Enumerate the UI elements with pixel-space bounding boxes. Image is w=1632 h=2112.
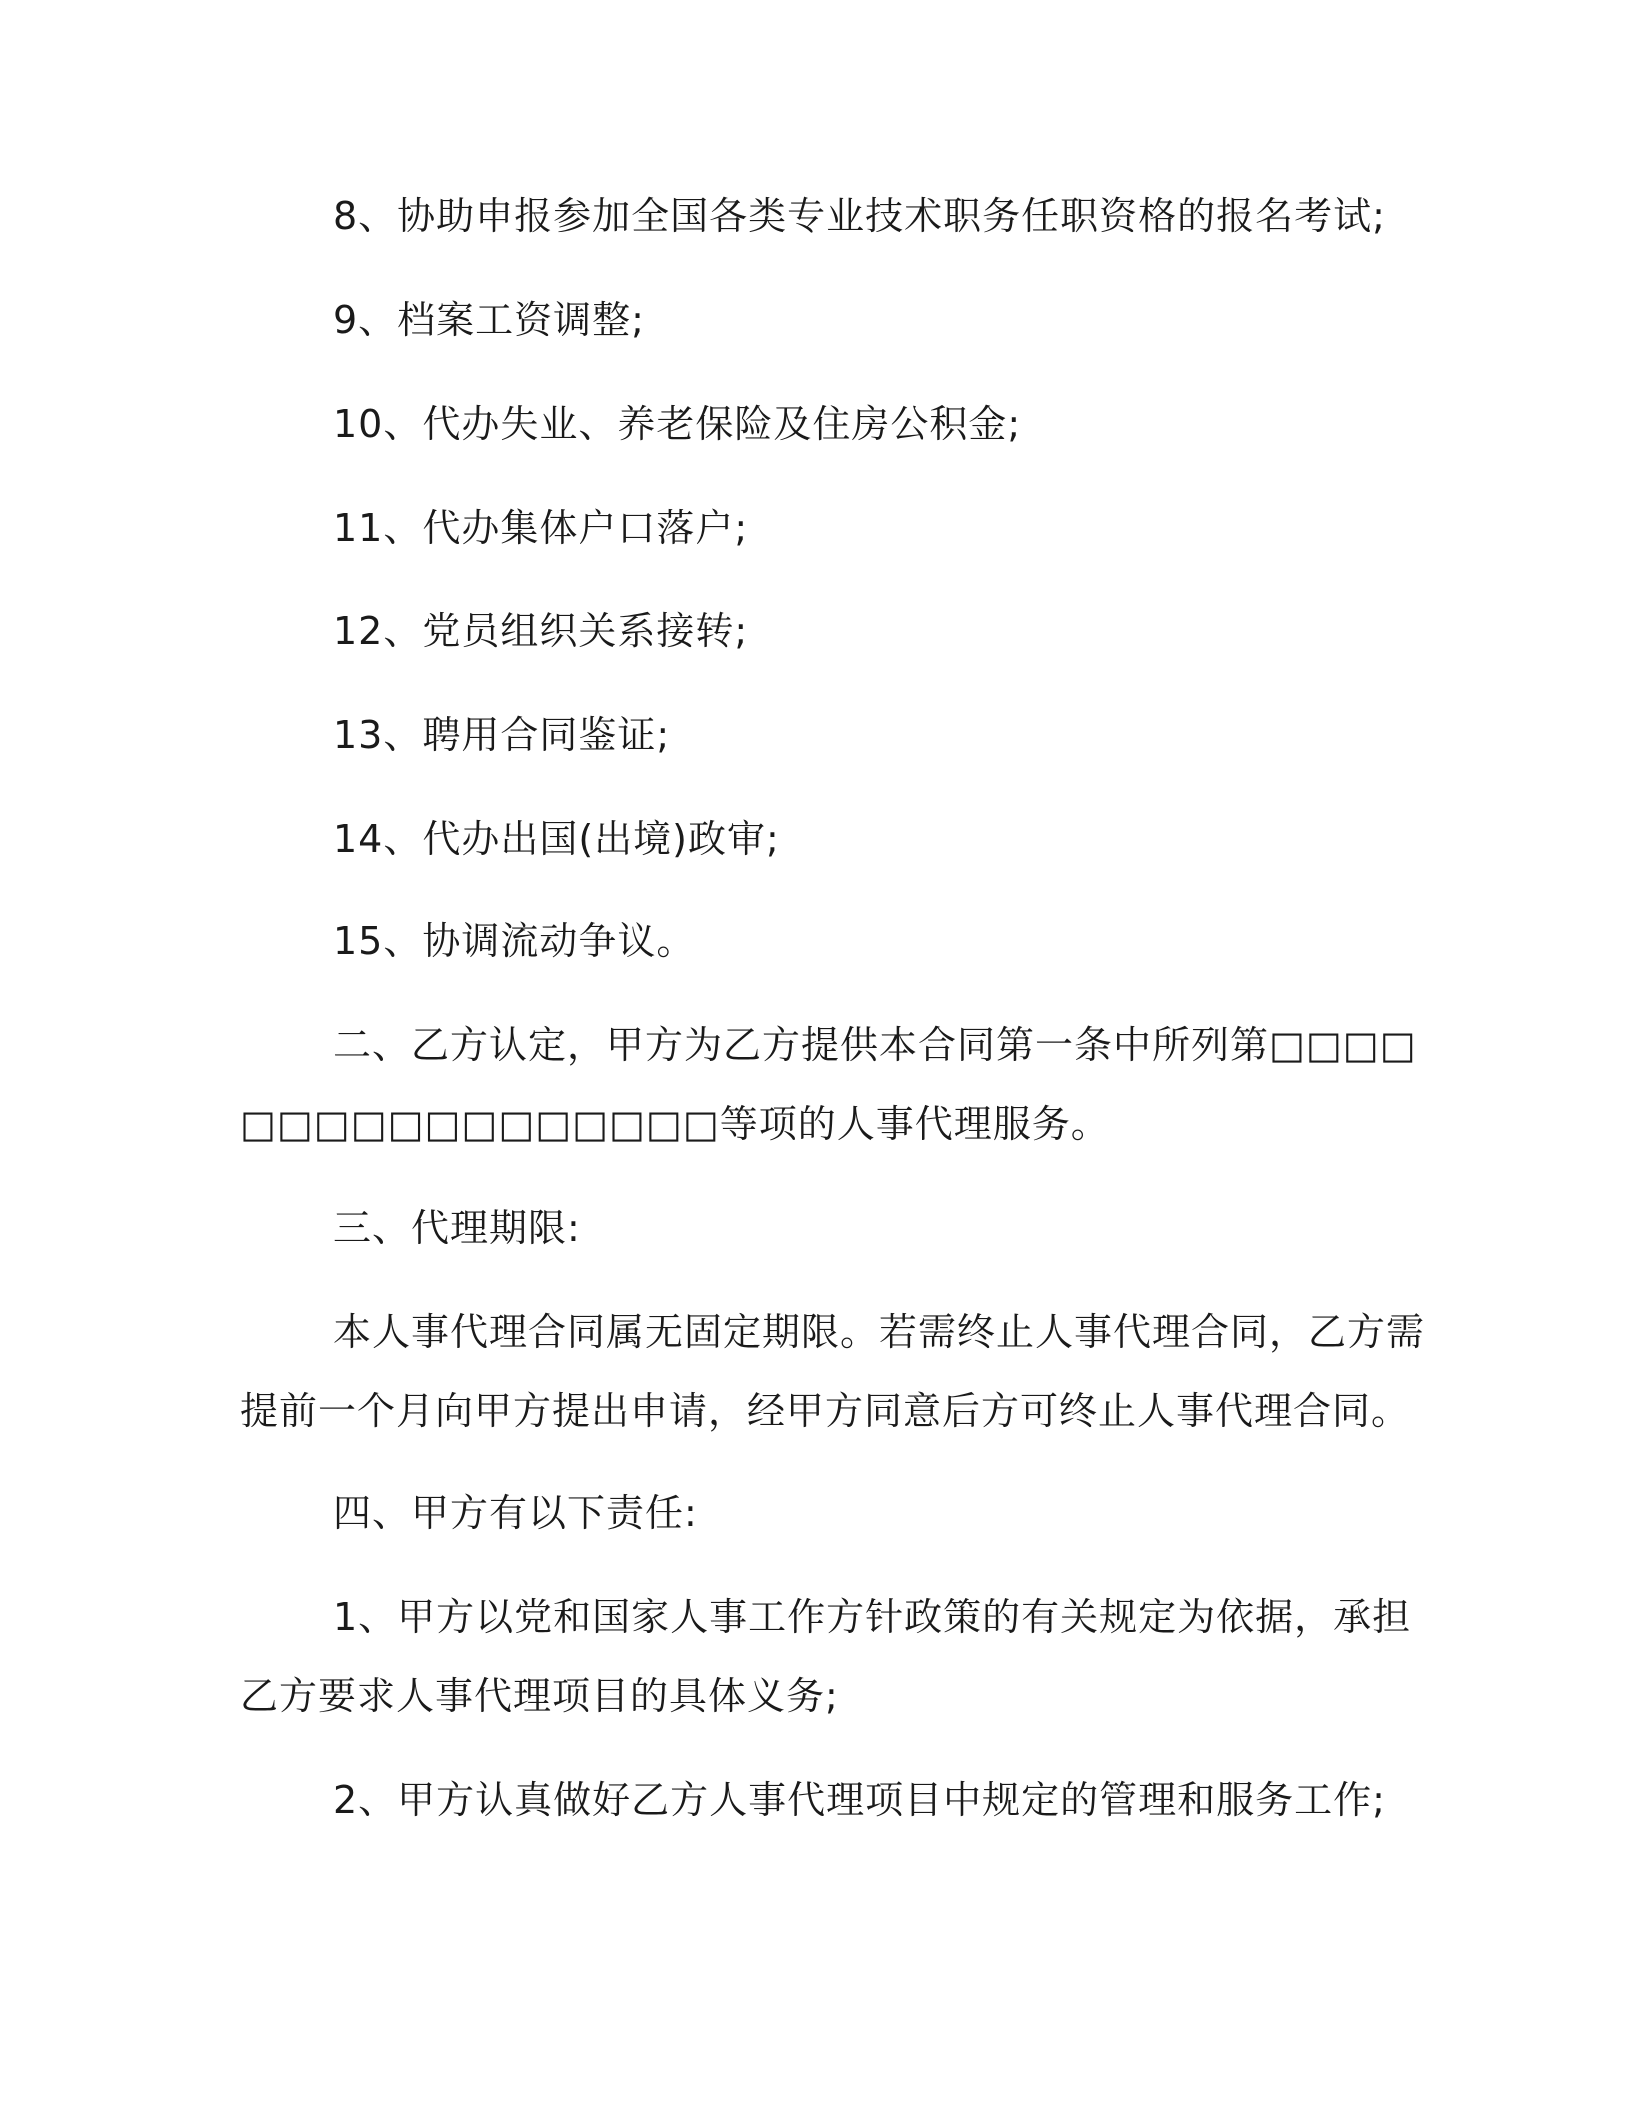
section-4-item-1-line-1: 1、甲方以党和国家人事工作方针政策的有关规定为依据，承担 <box>333 1595 1412 1639</box>
section-2-line-1: 二、乙方认定，甲方为乙方提供本合同第一条中所列第□□□□ <box>333 1023 1417 1067</box>
section-2-line-2: □□□□□□□□□□□□□等项的人事代理服务。 <box>240 1102 1110 1146</box>
section-3-line-2: 提前一个月向甲方提出申请，经甲方同意后方可终止人事代理合同。 <box>240 1389 1411 1433</box>
section-3-line-1: 本人事代理合同属无固定期限。若需终止人事代理合同，乙方需 <box>333 1310 1426 1354</box>
list-item-15: 15、协调流动争议。 <box>333 919 696 963</box>
list-item-8: 8、协助申报参加全国各类专业技术职务任职资格的报名考试; <box>333 194 1386 238</box>
section-3-heading: 三、代理期限: <box>333 1206 581 1250</box>
section-4-item-1-line-2: 乙方要求人事代理项目的具体义务; <box>240 1674 839 1718</box>
section-4-heading: 四、甲方有以下责任: <box>333 1491 698 1535</box>
section-4-item-2-line-1: 2、甲方认真做好乙方人事代理项目中规定的管理和服务工作; <box>333 1778 1386 1822</box>
list-item-11: 11、代办集体户口落户; <box>333 506 749 550</box>
list-item-9: 9、档案工资调整; <box>333 298 645 342</box>
list-item-13: 13、聘用合同鉴证; <box>333 713 671 757</box>
list-item-10: 10、代办失业、养老保险及住房公积金; <box>333 402 1022 446</box>
list-item-14: 14、代办出国(出境)政审; <box>333 817 780 861</box>
list-item-12: 12、党员组织关系接转; <box>333 609 749 653</box>
